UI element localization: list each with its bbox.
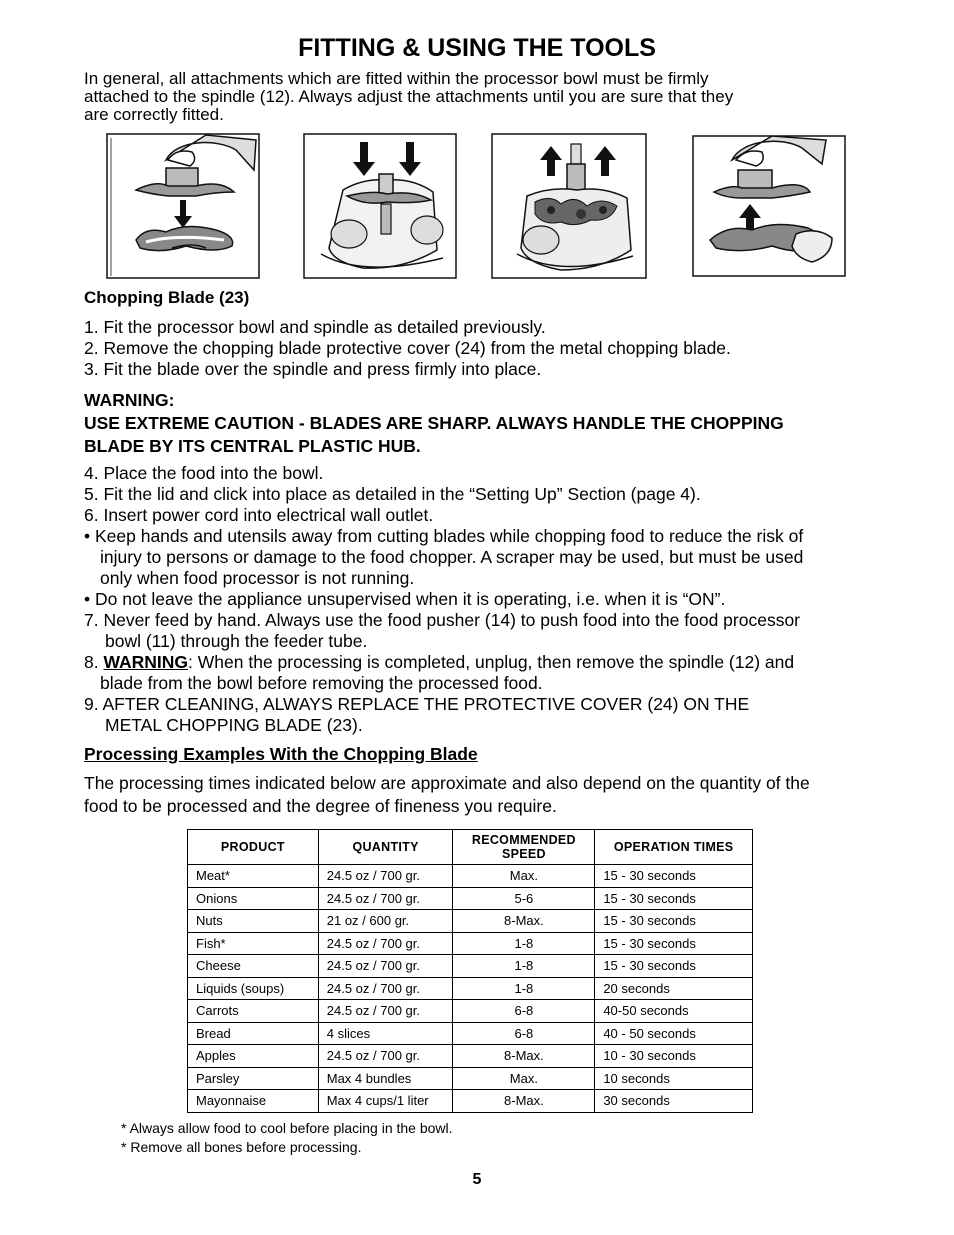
step-text: 7. Never feed by hand. Always use the food pusher (14) to push food into the food processor	[84, 610, 801, 630]
warning-text: BLADE BY ITS CENTRAL PLASTIC HUB.	[84, 436, 421, 456]
page-title: FITTING & USING THE TOOLS	[298, 34, 656, 62]
steps-list-a	[84, 317, 874, 380]
table-cell: 30 seconds	[595, 1090, 753, 1113]
table-cell: 24.5 oz / 700 gr.	[318, 1000, 453, 1023]
step-number: 8.	[84, 652, 104, 672]
table-cell: 24.5 oz / 700 gr.	[318, 955, 453, 978]
table-cell: 24.5 oz / 700 gr.	[318, 932, 453, 955]
table-header-row	[188, 830, 753, 865]
intro-line: are correctly fitted.	[84, 105, 224, 124]
col-header-product: PRODUCT	[188, 830, 319, 865]
table-cell: 10 seconds	[595, 1067, 753, 1090]
table-cell: Apples	[188, 1045, 319, 1068]
table-cell: 21 oz / 600 gr.	[318, 910, 453, 933]
table-row	[188, 977, 753, 1000]
table-cell: 10 - 30 seconds	[595, 1045, 753, 1068]
table-cell: 1-8	[453, 977, 595, 1000]
table-cell: Meat*	[188, 865, 319, 888]
table-cell: 24.5 oz / 700 gr.	[318, 865, 453, 888]
step-text: : When the processing is completed, unplug, then remove the spindle (12) and	[188, 652, 795, 672]
table-row	[188, 887, 753, 910]
table-row	[188, 1045, 753, 1068]
intro-paragraph	[84, 70, 844, 124]
bullet-text: • Keep hands and utensils away from cutting blades while chopping food to reduce the risk of	[84, 526, 804, 546]
table-cell: 8-Max.	[453, 1090, 595, 1113]
col-header-quantity: QUANTITY	[318, 830, 453, 865]
step-text: METAL CHOPPING BLADE (23).	[105, 715, 363, 735]
list-item	[84, 694, 874, 736]
processing-intro-line: The processing times indicated below are approximate and also depend on the quantity of the	[84, 773, 810, 793]
blade-lift-out-illustration	[491, 130, 649, 280]
table-cell: 6-8	[453, 1022, 595, 1045]
warning-label: WARNING:	[84, 390, 175, 410]
warning-text: USE EXTREME CAUTION - BLADES ARE SHARP. ALWAYS HANDLE THE CHOPPING	[84, 413, 784, 433]
table-cell: 40-50 seconds	[595, 1000, 753, 1023]
table-row	[188, 865, 753, 888]
table-cell: Nuts	[188, 910, 319, 933]
table-cell: Onions	[188, 887, 319, 910]
table-cell: Fish*	[188, 932, 319, 955]
table-cell: 15 - 30 seconds	[595, 887, 753, 910]
table-cell: Max 4 cups/1 liter	[318, 1090, 453, 1113]
intro-line: attached to the spindle (12). Always adjust the attachments until you are sure that they	[84, 87, 734, 106]
table-row	[188, 1022, 753, 1045]
list-item: 2. Remove the chopping blade protective cover (24) from the metal chopping blade.	[84, 338, 731, 358]
warning-block	[84, 389, 874, 458]
table-cell: Max.	[453, 1067, 595, 1090]
table-cell: 20 seconds	[595, 977, 753, 1000]
table-cell: 5-6	[453, 887, 595, 910]
bullet-text: only when food processor is not running.	[100, 568, 415, 588]
step-text: bowl (11) through the feeder tube.	[105, 631, 368, 651]
table-row	[188, 1000, 753, 1023]
table-cell: 15 - 30 seconds	[595, 932, 753, 955]
table-cell: 15 - 30 seconds	[595, 955, 753, 978]
processing-examples-heading: Processing Examples With the Chopping Blade	[84, 744, 478, 764]
processing-intro-line: food to be processed and the degree of fineness you require.	[84, 796, 557, 816]
processing-intro	[84, 772, 874, 818]
list-item: 4. Place the food into the bowl.	[84, 463, 324, 483]
table-cell: 8-Max.	[453, 1045, 595, 1068]
page-number: 5	[472, 1171, 482, 1188]
inline-warning-label: WARNING	[103, 652, 189, 672]
table-row	[188, 932, 753, 955]
blade-press-down-illustration	[303, 130, 459, 280]
table-cell: Mayonnaise	[188, 1090, 319, 1113]
table-cell: 4 slices	[318, 1022, 453, 1045]
table-cell: 24.5 oz / 700 gr.	[318, 977, 453, 1000]
footnotes	[121, 1119, 453, 1157]
footnote: * Always allow food to cool before placing in the bowl.	[121, 1120, 453, 1136]
table-cell: 1-8	[453, 955, 595, 978]
col-header-operation-times: OPERATION TIMES	[595, 830, 753, 865]
table-cell: 15 - 30 seconds	[595, 865, 753, 888]
table-row	[188, 1067, 753, 1090]
table-cell: 24.5 oz / 700 gr.	[318, 887, 453, 910]
step-text: 9. AFTER CLEANING, ALWAYS REPLACE THE PROTECTIVE COVER (24) ON THE	[84, 694, 750, 714]
steps-list-b	[84, 463, 874, 736]
processing-table	[187, 829, 753, 1113]
bullet-text: injury to persons or damage to the food chopper. A scraper may be used, but must be used	[100, 547, 804, 567]
table-cell: Cheese	[188, 955, 319, 978]
table-cell: 24.5 oz / 700 gr.	[318, 1045, 453, 1068]
table-row	[188, 910, 753, 933]
table-row	[188, 1090, 753, 1113]
table-cell: 40 - 50 seconds	[595, 1022, 753, 1045]
blade-insert-illustration	[106, 130, 260, 280]
chopping-blade-heading: Chopping Blade (23)	[84, 288, 250, 307]
list-item	[84, 526, 874, 589]
table-row	[188, 955, 753, 978]
intro-line: In general, all attachments which are fitted within the processor bowl must be firmly	[84, 69, 709, 88]
list-item: 1. Fit the processor bowl and spindle as detailed previously.	[84, 317, 546, 337]
illustration-strip	[0, 130, 954, 285]
table-cell: 8-Max.	[453, 910, 595, 933]
table-cell: Max 4 bundles	[318, 1067, 453, 1090]
list-item: 6. Insert power cord into electrical wall outlet.	[84, 505, 434, 525]
list-item	[84, 652, 874, 694]
blade-remove-illustration	[692, 130, 848, 280]
table-cell: 6-8	[453, 1000, 595, 1023]
col-header-speed: RECOMMENDED SPEED	[453, 830, 595, 865]
table-cell: Carrots	[188, 1000, 319, 1023]
footnote: * Remove all bones before processing.	[121, 1139, 362, 1155]
table-body	[188, 865, 753, 1113]
step-text: blade from the bowl before removing the processed food.	[100, 673, 543, 693]
table-cell: 1-8	[453, 932, 595, 955]
list-item: 5. Fit the lid and click into place as detailed in the “Setting Up” Section (page 4).	[84, 484, 701, 504]
table-cell: Parsley	[188, 1067, 319, 1090]
list-item: 3. Fit the blade over the spindle and press firmly into place.	[84, 359, 542, 379]
table-cell: Liquids (soups)	[188, 977, 319, 1000]
list-item: • Do not leave the appliance unsupervised when it is operating, i.e. when it is “ON”.	[84, 589, 726, 609]
table-cell: Max.	[453, 865, 595, 888]
table-cell: 15 - 30 seconds	[595, 910, 753, 933]
list-item	[84, 610, 874, 652]
table-cell: Bread	[188, 1022, 319, 1045]
